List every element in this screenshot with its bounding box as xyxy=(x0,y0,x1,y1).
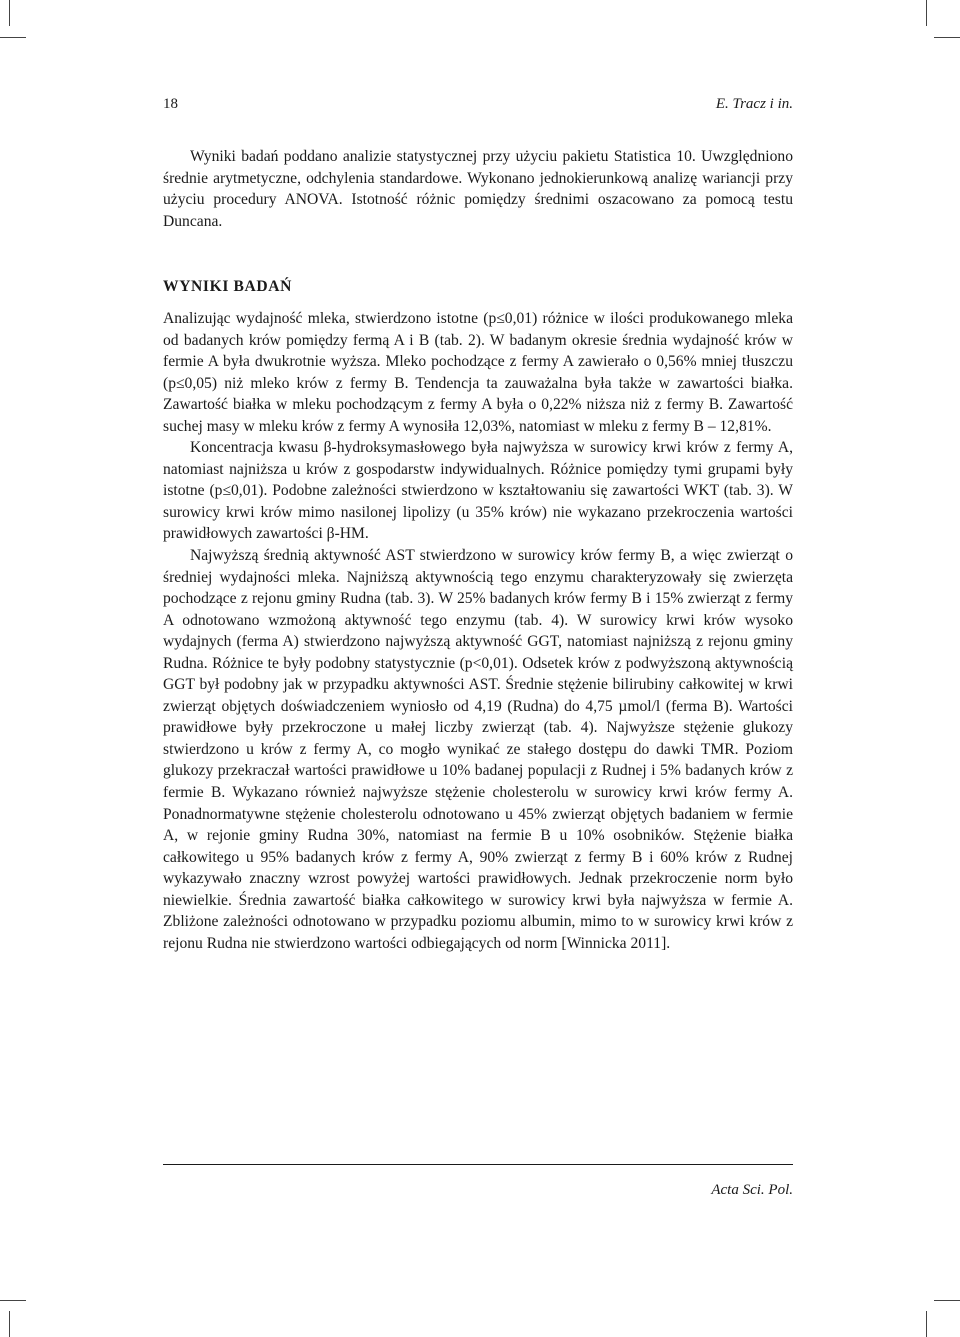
crop-mark xyxy=(934,37,960,38)
section-heading: WYNIKI BADAŃ xyxy=(163,277,292,295)
paragraph: Najwyższą średnią aktywność AST stwierdzono w surowicy krów fermy B, a więc zwierząt o średniej wydajności mleka. Najniższą aktywnością tego enzymu charakteryzowały się zwierzęta pochodzące z rejonu gminy Rudna (tab. 3). W 25% badanych krów fermy B i 15% zwierząt z fermy A odnotowano wzmożoną aktywność tego enzymu (tab. 4). W surowicy krwi krów wysoko wydajnych (ferma A) stwierdzono najwyższą aktywność GGT, natomiast najniższą z rejonu gminy Rudna. Różnice te były podobny statystycznie (p<0,01). Odsetek krów z podwyższoną aktywnością GGT był podobny jak w przypadku aktywności AST. Średnie stężenie bilirubiny całkowitej w krwi zwierząt objętych doświadczeniem wyniosło od 4,19 (Rudna) do 4,75 µmol/l (ferma B). Wartości prawidłowe były przekroczone u małej liczby zwierząt (tab. 4). Najwyższe stężenie glukozy stwierdzono u krów z fermy A, co mogło wynikać ze stałego dostępu do dawki TMR. Poziom glukozy przekraczał wartości prawidłowe u 10% badanej populacji z Rudnej i 5% badanych krów z fermie B. Wykazano również najwyższe stężenie cholesterolu w surowicy krwi krów fermy A. Ponadnormatywne stężenie cholesterolu odnotowano u 45% zwierząt objętych badaniem w fermie A, w rejonie gminy Rudna 30%, natomiast na fermie B u 10% osobników. Stężenie białka całkowitego u 95% badanych krów z fermy A, 90% zwierząt z fermy B i 60% krów z Rudnej wykazywało znaczny wzrost powyżej wartości prawidłowych. Jednak przekroczenie norm było niewielkie. Średnia zawartość białka całkowitego w surowicy krwi była najwyższa w fermie A. Zbliżone zależności odnotowano w przypadku poziomu albumin, mimo to w surowicy krwi krów z rejonu Rudna nie stwierdzono wartości odbiegających od norm [Winnicka 2011]. xyxy=(163,547,793,952)
running-title: E. Tracz i in. xyxy=(715,96,793,112)
crop-mark xyxy=(9,0,10,26)
crop-mark xyxy=(0,1300,26,1301)
paragraph: Koncentracja kwasu β-hydroksymasłowego była najwyższa w surowicy krwi krów z fermy A, natomiast najniższa u krów z gospodarstw indywidualnych. Różnice pomiędzy tymi grupami były istotne (p≤0,01). Podobne zależności stwierdzono w kształtowaniu się zawartości WKT (tab. 3). W surowicy krwi krów mimo nasilonej lipolizy (u 35% krów) nie wykazano przekroczenia wartości prawidłowych zawartości β-HM. xyxy=(163,439,793,543)
page-number: 18 xyxy=(163,96,178,112)
crop-mark xyxy=(926,1311,927,1337)
paragraph: Wyniki badań poddano analizie statystycznej przy użyciu pakietu Statistica 10. Uwzględniono średnie arytmetyczne, odchylenia standardowe. Wykonano jednokierunkową analizę wariancji przy użyciu procedury ANOVA. Istotność różnic pomiędzy średnimi oszacowano za pomocą testu Duncana. xyxy=(163,148,793,230)
crop-mark xyxy=(9,1311,10,1337)
paragraph: Analizując wydajność mleka, stwierdzono istotne (p≤0,01) różnice w ilości produkowanego mleka od badanych krów pomiędzy fermą A i B (tab. 2). W badanym okresie średnia wydajność krów w fermie A była dwukrotnie wyższa. Mleko pochodzące z fermy A zawierało o 0,56% mniej tłuszczu (p≤0,05) niż mleko krów z fermy B. Tendencja ta zauważalna była także w zawartości białka. Zawartość białka w mleku pochodzącym z fermy A była o 0,22% niższa niż z fermy B. Zawartość suchej masy w mleku krów z fermy A wynosiła 12,03%, natomiast w mleku z fermy B – 12,81%. xyxy=(163,310,793,435)
journal-name: Acta Sci. Pol. xyxy=(711,1182,793,1198)
footer-rule xyxy=(163,1164,793,1165)
crop-mark xyxy=(0,37,26,38)
results-section xyxy=(163,308,793,954)
crop-mark xyxy=(926,0,927,26)
crop-mark xyxy=(934,1300,960,1301)
methods-statistics-section xyxy=(163,146,793,232)
